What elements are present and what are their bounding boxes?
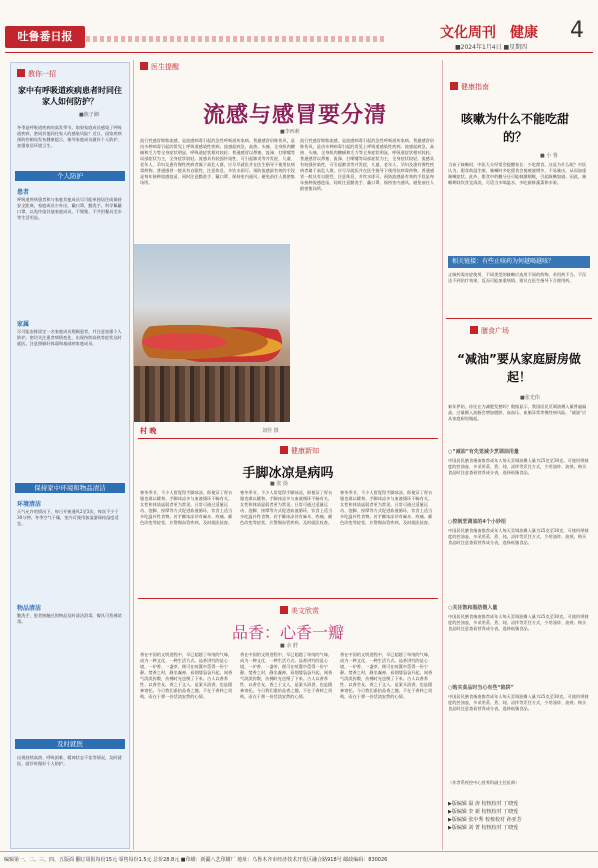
dragon-dance-figure	[142, 322, 282, 362]
festival-photo	[134, 244, 290, 422]
subhead-items: 物品清洁	[17, 605, 42, 612]
column-tag	[17, 69, 56, 79]
essay-tag	[280, 606, 319, 616]
essay-byline: ■ 余 舒	[280, 643, 298, 649]
page-footer: 编辑第一、二、三、四、五版面 翻订周报每份15元 零售每份1.5元 总价28.8元 ■印刷：新疆八艺印刷厂 地址：乌鲁木齐市经济技术开发区融合路918号 邮政编码：830026	[0, 851, 598, 867]
left-column	[10, 62, 130, 849]
tag-square-icon	[17, 69, 25, 77]
diet-tag	[470, 326, 509, 336]
oil-subhead-2: ○控制烹调油的4个小妙招	[448, 519, 506, 525]
cough-medicine-text: 止咳药需对症使用，不同类型的咳嗽应选用不同的药物。若用药不当，不仅达不到治疗效果，反而可能加重病情。建议在医生指导下合理用药。	[448, 272, 587, 283]
cough-title: 咳嗽为什么不能吃甜的？	[460, 112, 569, 144]
essay-title: 品香：心香一瓣	[231, 623, 344, 642]
credit-line: ▶版编辑 李 新 校核校对 丁晓莲	[448, 809, 519, 815]
health-news-tag-label: 健康新知	[291, 447, 319, 455]
tag-square-icon	[450, 82, 458, 90]
tag-square-icon	[280, 606, 288, 614]
photo-credit: 刘佳 摄	[262, 428, 279, 434]
subhead-family: 家属	[17, 321, 30, 328]
oil-title: “减油”要从家庭厨房做起！	[457, 352, 581, 384]
section-subtitle: 健康	[510, 25, 538, 41]
cold-hands-title: 手脚冰凉是病吗	[242, 466, 334, 481]
doctor-text: 出现持续高热、呼吸困难、精神状态不佳等情况，及时就医，就诊时做好个人防护。	[17, 755, 122, 766]
middle-column-tag	[140, 62, 179, 72]
related-link-title: 有些止咳药为何越喝越咳？	[482, 258, 555, 265]
section-head-clean: 保持家中环境和物品清洁	[15, 483, 125, 493]
tag-square-icon	[470, 326, 478, 334]
masthead-rule	[5, 52, 593, 53]
page-number: 4	[570, 18, 584, 43]
column-divider	[133, 60, 134, 850]
photo-caption-title: 村 晚	[140, 427, 157, 435]
crowd-figure	[134, 366, 290, 422]
oil-byline: ■张光伟	[520, 395, 540, 401]
related-link-bar	[448, 256, 590, 268]
cold-hands-byline: ■ 张 扬	[270, 481, 288, 487]
credit-line: ▶版编辑 刘 菁 校核校对 丁晓莲	[448, 825, 519, 831]
essay-text-1: 香在中国的文明进程中，早已超越了单纯的气味，成为一种文化、一种生活方式。品香讲究的是心境，一炉香、一盏茶，便可在喧嚣中觅得一份宁静。焚香之时，静坐凝神，看烟缕袅袅升起，闻香气淡淡弥散，仿佛时光也慢了下来。古人以香养性、以香会友，香之于文人，是案头清供，也是精神寄托。今日我们重拾品香之趣，不在于香料之贵贱，而在于那一份恬淡安然的心情。	[140, 652, 233, 699]
section-rule	[138, 598, 438, 599]
cough-text: 当孩子咳嗽时，中医大夫经常会提醒家长：少吃甜食。这是为什么呢？中医认为，甜食助湿生痰，咳嗽时多吃甜食会使痰液增多、不易咳出，从而加重咳嗽症状。此外，甜食中的糖分还可能刺激咽喉，引起咳嗽加剧。因此，咳嗽期间饮食宜清淡，可适当多喝温水，多吃新鲜蔬菜和水果。	[448, 162, 587, 185]
oil-subhead-4: ○购买食品时当心有些“陷阱”	[448, 685, 514, 691]
section-head-personal: 个人防护	[15, 171, 125, 181]
diet-tag-label: 膳食广场	[481, 327, 509, 335]
tag-square-icon	[280, 446, 288, 454]
environment-text: 天气允许的情况下，每日开窗通风2至3次，每次不少于30分钟。冬季空气干燥，室内可使用加湿器保持湿度适宜。	[17, 509, 119, 526]
section-title: 文化周刊	[440, 25, 496, 41]
author-note: （作者系疾控中心营养科副主任医师）	[448, 780, 520, 785]
essay-text-2: 香在中国的文明进程中，早已超越了单纯的气味，成为一种文化、一种生活方式。品香讲究的是心境，一炉香、一盏茶，便可在喧嚣中觅得一份宁静。焚香之时，静坐凝神，看烟缕袅袅升起，闻香气淡淡弥散，仿佛时光也慢了下来。古人以香养性、以香会友，香之于文人，是案头清供，也是精神寄托。今日我们重拾品香之趣，不在于香料之贵贱，而在于那一份恬淡安然的心情。	[240, 652, 333, 699]
items-text: 勤洗手，患者接触过的物品及时清洁消毒，餐具可煮沸消毒。	[17, 613, 122, 624]
main-article-col2: 流行性感冒简称流感，是流感病毒引起的急性呼吸道传染病。普通感冒俗称伤风，是由多种病毒引起的常见上呼吸道感染性疾病。流感起病急，高热、头痛、全身肌肉酸痛和乏力等全身症状明显，呼吸道症状相对较轻；普通感冒以鼻塞、流涕、打喷嚏等局部症状为主，全身症状较轻。流感具有较强传染性，可引起肺炎等并发症，儿童、老年人、孕妇及患有慢性疾病者属于高危人群，应尽早就医并在医生指导下使用抗病毒药物。普通感冒一般具有自限性，注意休息、多饮水即可。预防流感最有效的手段是每年接种流感疫苗，同时注意勤洗手、戴口罩、保持室内通风、避免前往人群密集场所。	[300, 138, 435, 191]
oil-subhead-3: ○关注饱和脂肪摄入量	[448, 605, 498, 611]
related-link-label: 相关链接：	[452, 258, 483, 265]
oil-text-2: 中国居民膳食指南推荐成年人每天烹调油摄入量为25克至30克。可使用带刻度的控油壶，多采用蒸、煮、炖、凉拌等烹饪方式，少用油炸、油煎。购买食品时注意查看营养成分表，选择低脂食品。	[448, 528, 589, 545]
essay-text-3: 香在中国的文明进程中，早已超越了单纯的气味，成为一种文化、一种生活方式。品香讲究的是心境，一炉香、一盏茶，便可在喧嚣中觅得一份宁静。焚香之时，静坐凝神，看烟缕袅袅升起，闻香气淡淡弥散，仿佛时光也慢了下来。古人以香养性、以香会友，香之于文人，是案头清供，也是精神寄托。今日我们重拾品香之趣，不在于香料之贵贱，而在于那一份恬淡安然的心情。	[340, 652, 433, 699]
main-byline: ■李西莉	[280, 129, 300, 135]
right-column-tag	[450, 82, 489, 92]
oil-intro: 新年伊始，你还在为减肥发愁吗？数据显示，我国居民烹调油摄入量普遍偏高，过量摄入油脂会增加肥胖、高血压、血脂异常等慢性病风险。“减油”应从家庭厨房做起。	[448, 404, 587, 421]
middle-column-tag-label: 医生提醒	[151, 63, 179, 71]
section-rule	[446, 318, 592, 319]
credit-line: ▶版编辑 张中秀 校核校对 孙亚芳	[448, 817, 522, 823]
patient-text: 呼吸道疾病患者和与家庭其他成员尽可能单独居住或保持安全距离，家庭成员少外出，戴口罩，勤洗手。科学佩戴口罩，以免传染其他家庭成员。不聚集、不共用餐具毛巾等生活用品。	[17, 197, 122, 220]
tag-square-icon	[140, 62, 148, 70]
column-divider	[442, 60, 443, 850]
cold-hands-text-1: 寒冬季节，不少人常觉得手脚冰凉，即使穿了厚衣服也难以暖和。手脚冰凉多与血液循环不畅有关，女性和体质虚弱者更为常见。日常可通过适量运动、泡脚、按摩等方式促进血液循环，饮食上适当多吃温补性食物。若手脚冰凉伴有麻木、疼痛、颜色改变等症状，应警惕血管疾病，及时就医检查。	[140, 490, 233, 525]
subhead-environment: 环境清洁	[17, 501, 42, 508]
credit-line: ▶版编辑 温 涛 校核校对 丁晓莲	[448, 801, 519, 807]
oil-text-1: 中国居民膳食指南推荐成年人每天烹调油摄入量为25克至30克。可使用带刻度的控油壶，多采用蒸、煮、炖、凉拌等烹饪方式，少用油炸、油煎。购买食品时注意查看营养成分表，选择低脂食品。	[448, 458, 589, 475]
oil-subhead-1: ○“减油”有先觉减少烹调油用量	[448, 449, 519, 455]
right-column-tag-label: 健康指南	[461, 83, 489, 91]
cold-hands-text-3: 寒冬季节，不少人常觉得手脚冰凉，即使穿了厚衣服也难以暖和。手脚冰凉多与血液循环不畅有关，女性和体质虚弱者更为常见。日常可通过适量运动、泡脚、按摩等方式促进血液循环，饮食上适当多吃温补性食物。若手脚冰凉伴有麻木、疼痛、颜色改变等症状，应警惕血管疾病，及时就医检查。	[340, 490, 433, 525]
masthead-decoration	[86, 36, 386, 42]
article-title: 家中有呼吸道疾病患者时同住家人如何防护？	[18, 86, 122, 106]
cold-hands-text-2: 寒冬季节，不少人常觉得手脚冰凉，即使穿了厚衣服也难以暖和。手脚冰凉多与血液循环不畅有关，女性和体质虚弱者更为常见。日常可通过适量运动、泡脚、按摩等方式促进血液循环，饮食上适当多吃温补性食物。若手脚冰凉伴有麻木、疼痛、颜色改变等症状，应警惕血管疾病，及时就医检查。	[240, 490, 333, 525]
cough-byline: ■ 小 鲁	[540, 153, 558, 159]
editor-credits	[448, 800, 590, 832]
family-text: 尽可能安排固定一名家庭成员照顾患者，并注意加强个人防护。密切关注患者病情变化，出现持续高热等症状及时就医。注意照顾好体弱和基础病家庭成员。	[17, 329, 122, 346]
health-news-tag	[280, 446, 319, 456]
section-head-doctor: 及时就医	[15, 739, 125, 749]
newspaper-logo: 吐鲁番日报	[5, 26, 85, 48]
section-rule	[138, 438, 438, 439]
subhead-patient: 患者	[17, 189, 30, 196]
oil-text-4: 中国居民膳食指南推荐成年人每天烹调油摄入量为25克至30克。可使用带刻度的控油壶，多采用蒸、煮、炖、凉拌等烹饪方式，少用油炸、油煎。购买食品时注意查看营养成分表，选择低脂食品。	[448, 694, 589, 711]
main-headline: 流感与感冒要分清	[202, 103, 387, 128]
essay-tag-label: 美文欣赏	[291, 607, 319, 615]
byline: ■陈子湘	[79, 112, 99, 118]
oil-text-3: 中国居民膳食指南推荐成年人每天烹调油摄入量为25克至30克。可使用带刻度的控油壶，多采用蒸、煮、炖、凉拌等烹饪方式，少用油炸、油煎。购买食品时注意查看营养成分表，选择低脂食品。	[448, 614, 589, 631]
intro-text: 冬季是呼吸道疾病的高发季节。如果家庭成员感染了呼吸道疾病，密同其他同住家人的感染风险？近日，国家疾病预防控制局发布健康提示，指导家庭成员做好个人防护，加强家居环境卫生。	[17, 125, 122, 148]
dateline: ■2024年1月4日 ■星期四	[455, 44, 528, 51]
main-article-col1: 流行性感冒简称流感，是流感病毒引起的急性呼吸道传染病。普通感冒俗称伤风，是由多种病毒引起的常见上呼吸道感染性疾病。流感起病急，高热、头痛、全身肌肉酸痛和乏力等全身症状明显，呼吸道症状相对较轻；普通感冒以鼻塞、流涕、打喷嚏等局部症状为主，全身症状较轻。流感具有较强传染性，可引起肺炎等并发症，儿童、老年人、孕妇及患有慢性疾病者属于高危人群，应尽早就医并在医生指导下使用抗病毒药物。普通感冒一般具有自限性，注意休息、多饮水即可。预防流感最有效的手段是每年接种流感疫苗，同时注意勤洗手、戴口罩、保持室内通风、避免前往人群密集场所。	[140, 138, 295, 185]
column-tag-label: 教你一招	[28, 70, 56, 78]
